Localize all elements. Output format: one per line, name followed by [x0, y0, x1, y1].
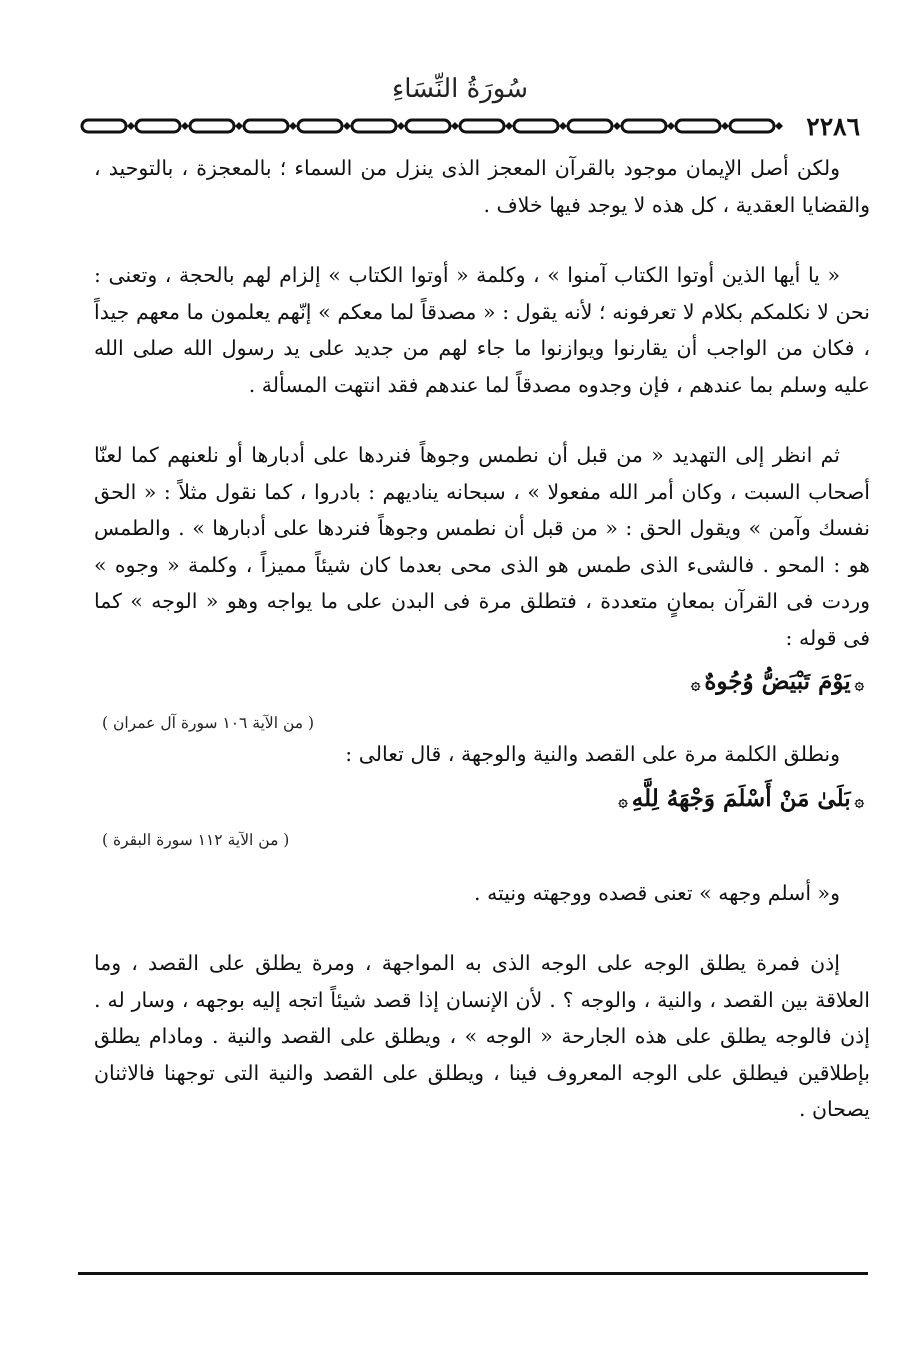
- border-link-icon: [568, 120, 612, 132]
- border-link-icon: [730, 120, 774, 132]
- paragraph-2: « يا أيها الذين أوتوا الكتاب آمنوا » ، وكلمة « أوتوا الكتاب » إلزام لهم بالحجة ، وتعنى : نحن لا نكلمكم بكلام لا تعرفونه ؛ لأنه يقول : « مصدقاً لما معكم » إنّهم يعلمون ما معهم جيداً ، فكان من الواجب أن يقارنوا ويوازنوا ما جاء لهم من جديد على يد رسول الله صلى الله عليه وسلم بما عندهم ، فإن وجدوه مصدقاً لما عندهم فقد انتهت المسألة .: [94, 263, 870, 397]
- verse-ornament-right-icon: ۞: [854, 674, 864, 693]
- paragraph-3: ثم انظر إلى التهديد « من قبل أن نطمس وجوهاً فنردها على أدبارها أو نلعنهم كما لعنّا أصحاب السبت ، وكان أمر الله مفعولا » ، سبحانه يناديهم : بادروا ، كما نقول مثلاً : « الحق نفسك وآمن » ويقول الحق : « من قبل أن نطمس وجوهاً فنردها على أدبارها » . والطمس هو : المحو . فالشىء الذى طمس هو الذى محى بعدما كان شيئاً مميزاً ، وكلمة « وجوه » وردت فى القرآن بمعانٍ متعددة ، فتطلق مرة فى البدن على ما يواجه وهو « الوجه » كما فى قوله :: [94, 443, 870, 650]
- quran-verse-1: [94, 664, 870, 702]
- quran-verse-2: [94, 781, 870, 819]
- paragraph-5: و« أسلم وجهه » تعنى قصده ووجهته ونيته .: [474, 880, 840, 905]
- border-link-icon: [514, 120, 558, 132]
- border-link-icon: [244, 120, 288, 132]
- bottom-rule: [78, 1272, 868, 1275]
- border-diamond-icon: [181, 122, 189, 130]
- paragraph-6: إذن فمرة يطلق الوجه على الوجه الذى به المواجهة ، ومرة يطلق على القصد ، وما العلاقة بين القصد ، والنية ، والوجه ؟ . لأن الإنسان إذا قصد شيئاً اتجه إليه بوجهه ، وسار له . إذن فالوجه يطلق على هذه الجارحة « الوجه » ، ويطلق على القصد والنية . ومادام يطلق بإطلاقين فيطلق على الوجه المعروف فينا ، ويطلق على القصد والنية التى توجهنا فالاثنان يصحان .: [94, 951, 870, 1121]
- border-diamond-icon: [505, 122, 513, 130]
- border-diamond-icon: [559, 122, 567, 130]
- verse-1-reference: ( من الآية ١٠٦ سورة آل عمران ): [102, 714, 315, 732]
- paragraph-4: ونطلق الكلمة مرة على القصد والنية والوجهة ، قال تعالى :: [345, 742, 840, 766]
- verse-2-text: بَلَىٰ مَنْ أَسْلَمَ وَجْهَهُ لِلَّهِ: [631, 784, 851, 812]
- border-diamond-icon: [289, 122, 297, 130]
- border-link-icon: [406, 120, 450, 132]
- page-body: [94, 150, 870, 1128]
- page-number: ٢٢٨٦: [806, 112, 860, 141]
- border-link-icon: [460, 120, 504, 132]
- verse-2-reference: ( من الآية ١١٢ سورة البقرة ): [102, 830, 290, 849]
- surah-title: سُورَةُ النِّسَاءِ: [392, 74, 528, 104]
- border-link-icon: [136, 120, 180, 132]
- border-link-icon: [676, 120, 720, 132]
- paragraph-1: ولكن أصل الإيمان موجود بالقرآن المعجز الذى ينزل من السماء ؛ بالمعجزة ، بالتوحيد ، والقضايا العقدية ، كل هذه لا يوجد فيها خلاف .: [94, 156, 870, 217]
- verse-ornament-left-icon: ۞: [618, 790, 628, 810]
- verse-ornament-left-icon: ۞: [690, 674, 701, 693]
- border-link-icon: [190, 120, 234, 132]
- verse-ornament-right-icon: ۞: [854, 790, 864, 810]
- border-link-icon: [622, 120, 666, 132]
- border-link-icon: [82, 120, 126, 132]
- decorative-border: [78, 114, 798, 138]
- border-link-icon: [298, 120, 342, 132]
- border-diamond-icon: [613, 122, 621, 130]
- border-diamond-icon: [775, 122, 783, 130]
- border-diamond-icon: [235, 122, 243, 130]
- border-diamond-icon: [343, 122, 351, 130]
- border-link-icon: [352, 120, 396, 132]
- border-diamond-icon: [397, 122, 405, 130]
- border-diamond-icon: [721, 122, 729, 130]
- border-diamond-icon: [667, 122, 675, 130]
- verse-1-text: يَوْمَ تَبْيَضُّ وُجُوهٌ: [704, 668, 851, 695]
- border-diamond-icon: [127, 122, 135, 130]
- border-diamond-icon: [451, 122, 459, 130]
